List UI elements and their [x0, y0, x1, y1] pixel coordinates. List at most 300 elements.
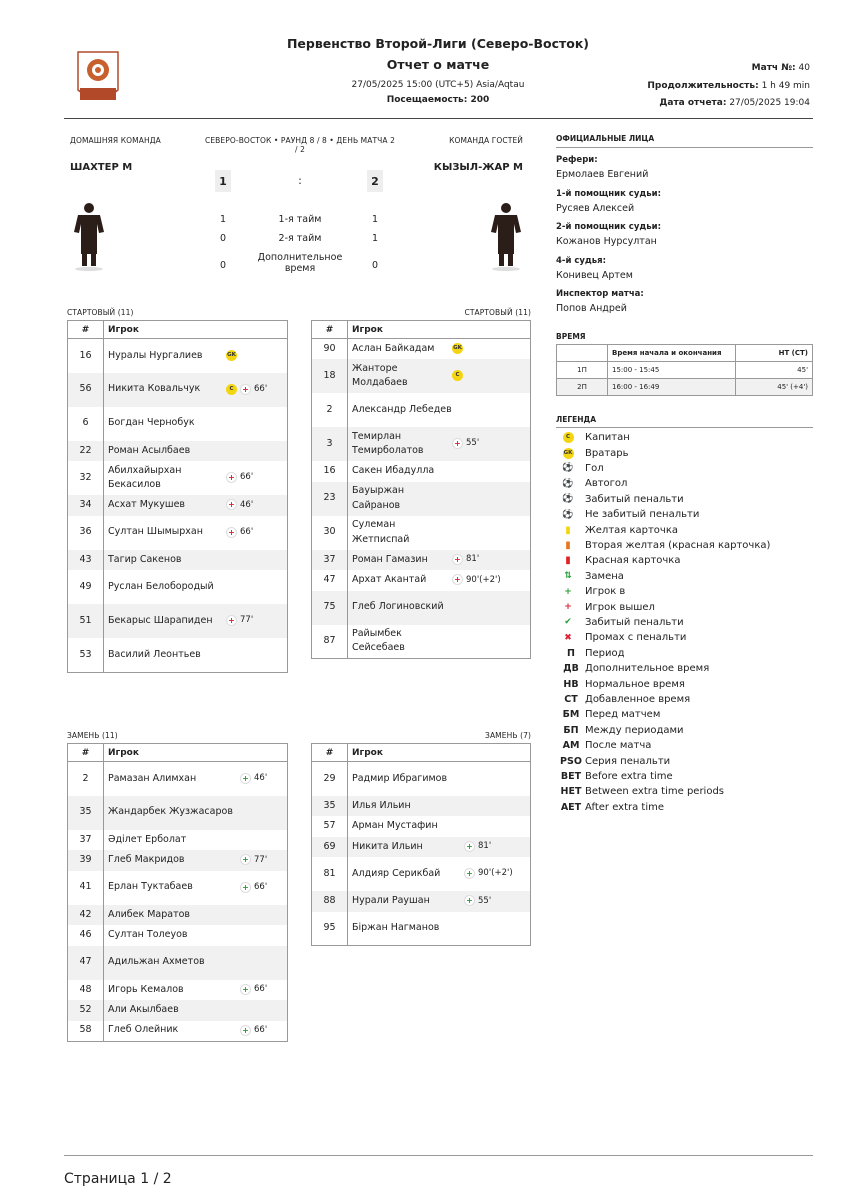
period-home-score: 0	[219, 260, 227, 271]
player-row	[312, 816, 531, 837]
player-row	[68, 762, 288, 796]
player-cell	[348, 625, 531, 659]
player-number: 47	[312, 570, 348, 591]
event-minute: 46'	[254, 773, 268, 784]
player-cell	[348, 339, 531, 360]
player-in-icon: +	[240, 984, 251, 995]
player-name: Роман Асылбаев	[108, 444, 191, 456]
legend-abbr-item	[560, 692, 690, 707]
player-row	[312, 591, 531, 625]
away-starting-title: СТАРТОВЫЙ (11)	[464, 308, 531, 317]
period-time-range: 16:00 - 16:49	[608, 379, 736, 396]
event-minute: 81'	[478, 841, 492, 852]
check-icon: ✔	[564, 617, 572, 628]
player-cell	[348, 816, 531, 837]
footer-divider	[64, 1155, 813, 1156]
player-row	[312, 891, 531, 912]
player-name: Тагир Сакенов	[108, 553, 182, 565]
period-ht: 45' (+4')	[736, 379, 813, 396]
period-name: 2П	[557, 379, 608, 396]
player-number: 41	[68, 871, 104, 905]
legend-label: Игрок вышел	[585, 601, 655, 613]
player-name: Жандарбек Жузжасаров	[108, 806, 233, 818]
period-name: 1П	[557, 362, 608, 379]
player-cell	[348, 550, 531, 571]
player-events	[452, 573, 501, 588]
player-cell	[104, 516, 288, 550]
legend-abbr: BET	[560, 770, 582, 782]
player-out-icon: +	[240, 384, 251, 395]
player-cell	[104, 407, 288, 441]
period-label: 1-я тайм	[278, 214, 322, 225]
player-name: Сакен Ибадулла	[352, 465, 435, 476]
player-number: 35	[312, 796, 348, 817]
goalkeeper-icon: GK	[452, 343, 463, 354]
player-name: Глеб Олейник	[108, 1024, 179, 1036]
legend-abbr: ДВ	[563, 663, 579, 675]
player-number: 37	[312, 550, 348, 571]
period-label: 2-я тайм	[278, 233, 322, 244]
player-number: 43	[68, 550, 104, 571]
player-row	[312, 857, 531, 891]
home-score: 1	[215, 170, 231, 192]
player-number: 56	[68, 373, 104, 407]
player-name: Султан Толеуов	[108, 929, 188, 940]
player-row	[68, 638, 288, 672]
event-minute: 81'	[466, 554, 480, 565]
player-name: Нурали Раушан	[352, 895, 430, 906]
captain-icon: C	[560, 432, 576, 443]
event-minute: 66'	[240, 526, 254, 537]
col-player: Игрок	[104, 744, 288, 762]
time-row	[557, 362, 813, 379]
player-number: 35	[68, 796, 104, 830]
player-number: 16	[68, 339, 104, 373]
player-number: 75	[312, 591, 348, 625]
player-number: 16	[312, 461, 348, 482]
player-events	[226, 498, 253, 513]
player-row	[68, 1021, 288, 1042]
legend-label: Не забитый пенальти	[585, 509, 700, 521]
legend-item	[560, 445, 629, 460]
player-cell	[104, 925, 288, 946]
home-kit-icon	[72, 202, 106, 272]
col-player: Игрок	[348, 744, 531, 762]
player-cell	[348, 857, 531, 891]
legend-abbr-item	[560, 707, 660, 722]
captain-icon: C	[452, 370, 463, 381]
col-number: #	[312, 321, 348, 339]
legend-abbr: НВ	[563, 678, 579, 690]
player-name: Рамазан Алимхан	[108, 772, 197, 784]
player-cell	[348, 796, 531, 817]
player-number: 37	[68, 830, 104, 851]
player-events	[226, 349, 240, 364]
away-starting-table	[311, 320, 531, 659]
player-number: 53	[68, 638, 104, 672]
player-in-icon: +	[464, 868, 475, 879]
player-number: 22	[68, 441, 104, 462]
player-number: 57	[312, 816, 348, 837]
player-name: Султан Шымырхан	[108, 526, 203, 538]
player-number: 23	[312, 482, 348, 516]
substitution-icon: ⇅	[564, 571, 572, 582]
player-name: Адильжан Ахметов	[108, 956, 205, 968]
player-in-icon: +	[564, 586, 572, 597]
report-date: Дата отчета: 27/05/2025 19:04	[659, 98, 810, 108]
player-in-icon: +	[240, 882, 251, 893]
col-number: #	[68, 744, 104, 762]
legend-title: ЛЕГЕНДА	[556, 415, 597, 424]
player-name: Александр Лебедев	[352, 403, 452, 415]
legend-abbr: AET	[560, 801, 582, 813]
player-name: Ерлан Туктабаев	[108, 881, 193, 893]
legend-abbr: АМ	[562, 740, 580, 752]
legend-abbr-item	[560, 800, 664, 815]
goalkeeper-icon: GK	[560, 448, 576, 459]
player-row	[312, 516, 531, 550]
period-home-score: 0	[219, 233, 227, 244]
officials-title: ОФИЦИАЛЬНЫЕ ЛИЦА	[556, 134, 655, 143]
yellow-card-icon: ▮	[565, 524, 571, 536]
player-out-icon: +	[452, 438, 463, 449]
player-number: 3	[312, 427, 348, 461]
player-row	[312, 837, 531, 858]
attendance: Посещаемость: 200	[386, 95, 490, 105]
player-cell	[104, 796, 288, 830]
player-cell	[104, 905, 288, 926]
legend-abbr-item	[560, 769, 673, 784]
legend-abbr: П	[567, 647, 575, 659]
legend-item	[560, 461, 604, 476]
player-cell	[104, 946, 288, 980]
player-number: 52	[68, 1000, 104, 1021]
second-yellow-icon: ▮	[565, 539, 571, 551]
player-name: Асхат Мукушев	[108, 499, 186, 510]
legend-item	[560, 599, 655, 614]
official-role: 2-й помощник судьи:	[556, 222, 661, 232]
player-row	[312, 393, 531, 427]
player-name: Абилхайырхан Бекасилов	[108, 464, 182, 490]
time-row	[557, 379, 813, 396]
player-cell	[348, 516, 531, 550]
player-cell	[348, 482, 531, 516]
player-name: Богдан Чернобук	[108, 417, 195, 429]
red-card-icon: ▮	[565, 555, 571, 567]
player-events	[452, 369, 466, 384]
event-minute: 90'(+2')	[478, 868, 513, 879]
player-events	[240, 982, 267, 997]
player-name: Нуралы Нургалиев	[108, 349, 203, 361]
player-row	[312, 461, 531, 482]
player-name: Жанторе Молдабаев	[352, 362, 408, 388]
player-out-icon: +	[226, 499, 237, 510]
legend-item	[560, 615, 684, 630]
match-datetime: 27/05/2025 15:00 (UTC+5) Asia/Aqtau	[351, 80, 525, 90]
legend-label: After extra time	[585, 801, 665, 813]
col-ht: HT (CT)	[736, 345, 813, 362]
legend-abbr-item	[560, 738, 651, 753]
player-events	[464, 866, 513, 881]
cross-icon: ✖	[564, 632, 572, 643]
player-events	[226, 382, 267, 397]
player-cell	[104, 980, 288, 1001]
player-events	[452, 342, 466, 357]
event-minute: 66'	[254, 1024, 268, 1035]
player-out-icon: +	[226, 472, 237, 483]
legend-label: Забитый пенальти	[585, 493, 684, 505]
legend-label: Вратарь	[585, 447, 629, 459]
player-name: Біржан Нагманов	[352, 922, 440, 933]
player-events	[226, 470, 253, 485]
player-number: 32	[68, 461, 104, 495]
player-cell	[104, 339, 288, 373]
legend-label: Before extra time	[585, 770, 673, 782]
legend-label: Капитан	[585, 432, 630, 444]
player-cell	[348, 762, 531, 796]
player-out-icon: +	[226, 615, 237, 626]
player-row	[312, 625, 531, 659]
event-minute: 66'	[254, 881, 268, 892]
player-cell	[104, 762, 288, 796]
legend-abbr: БП	[563, 724, 579, 736]
player-in-icon: +	[464, 841, 475, 852]
official-name: Попов Андрей	[556, 303, 627, 314]
player-number: 46	[68, 925, 104, 946]
player-row	[68, 980, 288, 1001]
player-name: Темирлан Темирболатов	[352, 430, 424, 456]
away-subs-table	[311, 743, 531, 946]
player-cell	[104, 570, 288, 604]
round-info: СЕВЕРО-ВОСТОК • РАУНД 8 / 8 • ДЕНЬ МАТЧА 2 / 2	[205, 136, 395, 154]
legend-abbr-item	[560, 753, 670, 768]
player-cell	[104, 550, 288, 571]
legend-label: Серия пенальти	[585, 755, 671, 767]
legend-label: Нормальное время	[585, 678, 685, 690]
player-name: Глеб Логиновский	[352, 601, 444, 613]
legend-divider	[556, 427, 813, 428]
player-name: Никита Ильин	[352, 840, 423, 852]
home-starting-table	[67, 320, 288, 673]
player-row	[312, 359, 531, 393]
player-name: Архат Акантай	[352, 574, 427, 585]
event-minute: 66'	[240, 472, 254, 483]
official-name: Русяев Алексей	[556, 202, 635, 214]
player-row	[68, 407, 288, 441]
home-starting-title: СТАРТОВЫЙ (11)	[67, 308, 134, 317]
player-row	[68, 905, 288, 926]
away-kit-icon	[489, 202, 523, 272]
col-period	[557, 345, 608, 362]
home-team-label: ДОМАШНЯЯ КОМАНДА	[70, 136, 161, 145]
legend-label: Красная карточка	[585, 555, 681, 567]
period-home-score: 1	[219, 214, 227, 225]
match-number: Матч №: 40	[751, 63, 810, 73]
player-number: 34	[68, 495, 104, 516]
legend-label: Между периодами	[585, 724, 684, 736]
period-away-score: 1	[371, 214, 379, 225]
player-row	[68, 339, 288, 373]
report-title: Отчет о матче	[386, 57, 490, 72]
player-cell	[104, 871, 288, 905]
player-cell	[348, 461, 531, 482]
player-name: Арман Мустафин	[352, 820, 438, 831]
player-events	[240, 771, 267, 786]
event-minute: 77'	[240, 615, 254, 626]
league-title: Первенство Второй-Лиги (Северо-Восток)	[286, 36, 590, 51]
event-minute: 55'	[478, 895, 492, 906]
player-row	[312, 339, 531, 360]
player-number: 69	[312, 837, 348, 858]
player-row	[312, 762, 531, 796]
period-label: Дополнительное время	[257, 252, 343, 274]
player-out-icon: +	[564, 602, 572, 613]
penalty-scored-icon: ⚽	[562, 494, 574, 505]
player-name: Аслан Байкадам	[352, 342, 435, 354]
player-name: Илья Ильин	[352, 799, 411, 811]
legend-item	[560, 522, 678, 537]
home-subs-title: ЗАМЕНЬ (11)	[67, 731, 118, 740]
player-number: 2	[68, 762, 104, 796]
event-minute: 46'	[240, 499, 254, 510]
legend-abbr-item	[560, 784, 724, 799]
player-cell	[348, 591, 531, 625]
legend-label: После матча	[585, 740, 652, 752]
legend-abbr: СТ	[564, 693, 578, 705]
period-ht: 45'	[736, 362, 813, 379]
player-row	[312, 550, 531, 571]
player-events	[226, 525, 253, 540]
own-goal-icon: ⚽	[562, 478, 574, 489]
official-name: Конивец Артем	[556, 269, 633, 281]
player-cell	[104, 604, 288, 638]
player-in-icon: +	[240, 773, 251, 784]
player-out-icon: +	[452, 574, 463, 585]
legend-label: Перед матчем	[585, 709, 661, 721]
official-role: 1-й помощник судьи:	[556, 188, 661, 199]
home-team-name: ШАХТЕР М	[70, 162, 133, 173]
away-score: 2	[367, 170, 383, 192]
period-time-range: 15:00 - 15:45	[608, 362, 736, 379]
event-minute: 77'	[254, 854, 268, 865]
player-number: 18	[312, 359, 348, 393]
player-name: Бауыржан Сайранов	[352, 485, 405, 511]
player-events	[240, 880, 267, 895]
player-row	[68, 796, 288, 830]
player-events	[464, 839, 491, 854]
legend-abbr: PSO	[560, 755, 582, 767]
legend-item	[560, 430, 630, 445]
col-time-range: Время начала и окончания	[608, 345, 736, 362]
player-cell	[348, 891, 531, 912]
legend-item	[560, 492, 684, 507]
player-row	[68, 550, 288, 571]
event-minute: 90'(+2')	[466, 574, 501, 585]
period-away-score: 1	[371, 233, 379, 244]
event-minute: 66'	[254, 984, 268, 995]
player-in-icon: +	[240, 854, 251, 865]
player-number: 87	[312, 625, 348, 659]
officials-divider	[556, 147, 813, 148]
col-player: Игрок	[348, 321, 531, 339]
player-name: Радмир Ибрагимов	[352, 772, 448, 784]
player-name: Әділет Ерболат	[108, 833, 187, 845]
player-row	[312, 427, 531, 461]
legend-label: Автогол	[585, 478, 628, 490]
player-cell	[348, 359, 531, 393]
player-cell	[348, 570, 531, 591]
player-name: Сулеман Жетписпай	[352, 519, 410, 545]
player-events	[226, 613, 253, 628]
player-number: 47	[68, 946, 104, 980]
captain-icon: C	[226, 384, 237, 395]
penalty-missed-icon: ⚽	[562, 509, 574, 520]
legend-label: Вторая желтая (красная карточка)	[585, 539, 771, 551]
home-subs-table	[67, 743, 288, 1042]
player-row	[68, 461, 288, 495]
player-number: 36	[68, 516, 104, 550]
player-name: Игорь Кемалов	[108, 983, 184, 995]
player-name: Бекарыс Шарапиден	[108, 614, 213, 626]
legend-label: Промах с пенальти	[585, 632, 687, 644]
score-separator: :	[298, 174, 302, 187]
player-cell	[348, 912, 531, 946]
legend-abbr-item	[560, 661, 709, 676]
player-cell	[104, 495, 288, 516]
col-player: Игрок	[104, 321, 288, 339]
legend-item	[560, 569, 624, 584]
player-cell	[104, 1021, 288, 1042]
time-title: ВРЕМЯ	[556, 332, 586, 341]
legend-label: Желтая карточка	[585, 524, 678, 536]
player-number: 51	[68, 604, 104, 638]
player-events	[240, 853, 267, 868]
player-name: Василий Леонтьев	[108, 648, 201, 660]
player-row	[68, 946, 288, 980]
player-number: 6	[68, 407, 104, 441]
event-minute: 66'	[254, 383, 268, 394]
player-row	[312, 796, 531, 817]
player-cell	[104, 830, 288, 851]
player-row	[68, 495, 288, 516]
player-events	[452, 436, 479, 451]
player-row	[68, 871, 288, 905]
player-number: 88	[312, 891, 348, 912]
legend-item	[560, 584, 625, 599]
player-name: Алдияр Серикбай	[352, 867, 441, 879]
away-subs-title: ЗАМЕНЬ (7)	[485, 731, 531, 740]
player-row	[68, 830, 288, 851]
player-row	[312, 912, 531, 946]
player-name: Руслан Белобородый	[108, 580, 214, 592]
legend-item	[560, 476, 627, 491]
player-number: 58	[68, 1021, 104, 1042]
player-number: 90	[312, 339, 348, 360]
legend-label: Забитый пенальти	[585, 616, 684, 628]
legend-item	[560, 630, 686, 645]
player-number: 42	[68, 905, 104, 926]
col-number: #	[68, 321, 104, 339]
player-number: 95	[312, 912, 348, 946]
legend-label: Добавленное время	[585, 693, 691, 705]
player-name: Роман Гамазин	[352, 553, 428, 565]
player-cell	[104, 461, 288, 495]
player-name: Алибек Маратов	[108, 908, 191, 920]
player-events	[452, 552, 479, 567]
player-in-icon: +	[240, 1025, 251, 1036]
player-number: 81	[312, 857, 348, 891]
time-table	[556, 344, 813, 396]
